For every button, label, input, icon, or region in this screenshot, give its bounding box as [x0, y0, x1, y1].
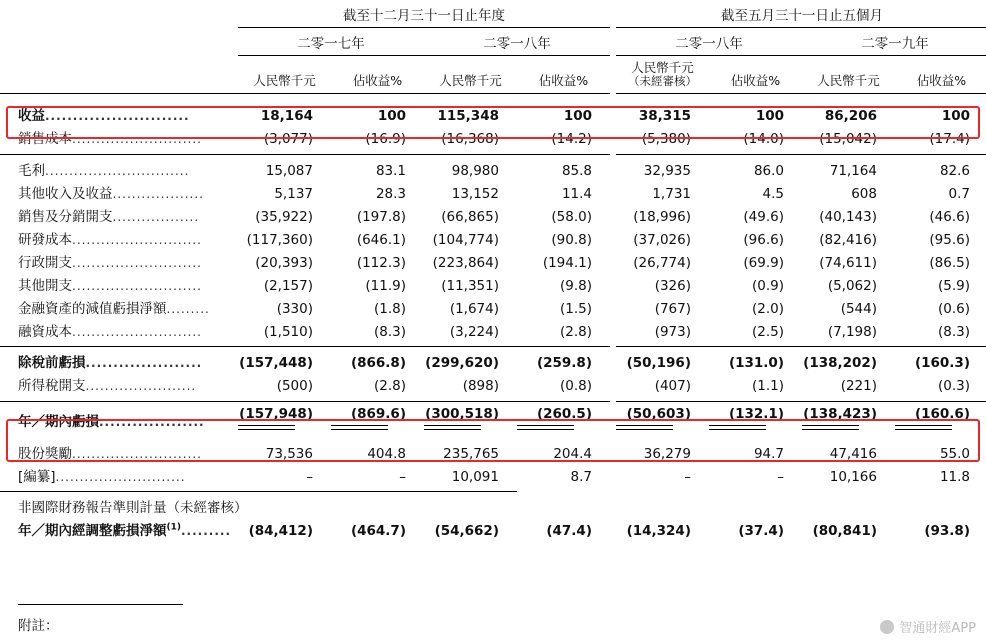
row-value: (16,368) [441, 131, 499, 148]
row-value: (15,042) [819, 131, 877, 148]
row-value: 86,206 [824, 108, 877, 125]
row-value: (90.8) [551, 231, 592, 248]
spacer-row [0, 431, 986, 440]
row-value: (160.3) [895, 347, 986, 373]
header-group-row [0, 0, 986, 28]
row-value: (299,620) [424, 347, 517, 373]
leader-dots: ........................... [72, 232, 202, 247]
double-underline [895, 425, 952, 430]
row-label-text: 銷售成本 [18, 131, 72, 148]
row-label-text: 收益 [18, 108, 45, 125]
row-value: (17.4) [929, 131, 970, 148]
header-unit-pct-2019-interim: 佔收益% [916, 73, 967, 89]
row-value: (37.4) [738, 523, 784, 540]
table-row [0, 126, 986, 149]
row-value: (330) [276, 300, 313, 317]
row-value: (16.9) [365, 131, 406, 148]
row-value: (544) [840, 300, 877, 317]
row-value: (93.8) [924, 523, 970, 540]
row-value: – [777, 468, 784, 485]
row-value: (1.8) [373, 300, 406, 317]
double-underline [802, 425, 859, 430]
row-value-text: (157,948) [239, 405, 313, 422]
table-row [0, 463, 986, 486]
row-value: (2.5) [751, 323, 784, 340]
row-label-text: 毛利 [18, 162, 45, 179]
table-row [0, 518, 986, 541]
row-value: 71,164 [802, 154, 895, 180]
row-value: (9.8) [559, 277, 592, 294]
row-value [424, 401, 517, 431]
row-value: 47,416 [829, 445, 877, 462]
row-value: (259.8) [517, 347, 610, 373]
footnote-marker: (1) [166, 522, 181, 533]
row-label-gross-profit [0, 154, 238, 180]
leader-dots: ........................... [72, 324, 202, 339]
row-value: (49.6) [743, 208, 784, 225]
row-value: (0.9) [751, 277, 784, 294]
row-label-text: 研發成本 [18, 231, 72, 248]
row-value-text: (869.6) [350, 405, 406, 422]
row-value: 83.1 [331, 154, 424, 180]
row-value: 0.7 [948, 185, 970, 202]
row-value: (18,996) [633, 208, 691, 225]
leader-dots: ................... [112, 186, 204, 201]
header-unit-pct-2018-interim: 佔收益% [730, 73, 781, 89]
header-year-2018-annual: 二零一八年 [424, 28, 610, 56]
row-value: (26,774) [633, 254, 691, 271]
header-year-2019-interim: 二零一九年 [802, 28, 986, 56]
footnote-rule [18, 604, 183, 605]
row-value: (117,360) [246, 231, 313, 248]
row-value: (0.3) [937, 378, 970, 395]
row-value: (197.8) [356, 208, 406, 225]
row-value: (7,198) [827, 323, 877, 340]
row-value: (131.0) [709, 347, 802, 373]
leader-dots: ........................... [72, 255, 202, 270]
leader-dots: ..................... [85, 356, 203, 371]
row-value [709, 401, 802, 431]
row-value: (8.3) [373, 323, 406, 340]
row-value: 404.8 [367, 445, 406, 462]
watermark [880, 617, 976, 636]
row-value: (223,864) [432, 254, 499, 271]
header-unit-pct-2017: 佔收益% [352, 73, 403, 89]
row-value: 82.6 [895, 154, 986, 180]
row-value: (104,774) [432, 231, 499, 248]
non-ifrs-title: 非國際財務報告準則計量（未經審核） [0, 492, 517, 518]
row-value: 8.7 [570, 468, 592, 485]
table-row [0, 249, 986, 272]
row-value: 86.0 [709, 154, 802, 180]
header-group-annual: 截至十二月三十一日止年度 [238, 0, 610, 28]
row-value: (11,351) [441, 277, 499, 294]
row-label-admin-expenses [0, 249, 238, 272]
table-row [0, 401, 986, 431]
non-ifrs-title-pad [616, 492, 709, 518]
row-value: (3,224) [449, 323, 499, 340]
row-value: (0.6) [937, 300, 970, 317]
row-value-text: (260.5) [536, 405, 592, 422]
row-value: (112.3) [356, 254, 406, 271]
row-value-text: (50,603) [626, 405, 691, 422]
row-value [895, 401, 986, 431]
row-value: (2.0) [751, 300, 784, 317]
row-value: 32,935 [616, 154, 709, 180]
header-unit-pct-2018: 佔收益% [538, 73, 589, 89]
row-value: (1.5) [559, 300, 592, 317]
row-label-cost-of-sales [0, 126, 238, 149]
row-value: (898) [462, 378, 499, 395]
row-value: 235,765 [443, 445, 499, 462]
row-label-text: 行政開支 [18, 254, 72, 271]
leader-dots: .......................... [45, 109, 190, 124]
row-value: (5.9) [937, 277, 970, 294]
double-underline [424, 425, 481, 430]
row-value: 100 [377, 108, 406, 125]
double-underline [616, 425, 673, 430]
row-value: (20,393) [255, 254, 313, 271]
row-label-text: 股份獎勵 [18, 445, 72, 462]
spacer-cell [0, 431, 986, 440]
table-row [0, 373, 986, 396]
row-label-text: 融資成本 [18, 323, 72, 340]
leader-dots: ........................... [55, 469, 186, 484]
row-label-text: 金融資產的減值虧損淨額 [18, 300, 167, 317]
row-value: (221) [840, 378, 877, 395]
spacer-row [0, 93, 986, 103]
row-value: (37,026) [633, 231, 691, 248]
row-value-text: (132.1) [728, 405, 784, 422]
row-value: (500) [276, 378, 313, 395]
row-value: 85.8 [517, 154, 610, 180]
table-row [0, 203, 986, 226]
row-label-rd-costs [0, 226, 238, 249]
leader-dots: ........................... [72, 278, 202, 293]
table-row [0, 318, 986, 341]
row-value [238, 401, 331, 431]
row-value: (14,324) [626, 523, 691, 540]
row-value: 94.7 [753, 445, 784, 462]
row-label-loss-before-tax [0, 347, 238, 373]
table-row [0, 180, 986, 203]
non-ifrs-title-pad [709, 492, 802, 518]
row-label-income-tax [0, 373, 238, 396]
row-value [331, 401, 424, 431]
header-unit-rmb-text: 人民幣千元 [631, 60, 694, 75]
row-label-text: 年／期內經調整虧損淨額 [18, 523, 167, 540]
row-value: 11.4 [561, 185, 592, 202]
row-value: (866.8) [331, 347, 424, 373]
row-value: (40,143) [819, 208, 877, 225]
header-corner-blank [0, 0, 238, 28]
row-label-text: [編纂] [18, 468, 56, 485]
row-value: 1,731 [652, 185, 691, 202]
leader-dots: ......... [166, 301, 210, 316]
row-value: (1,510) [263, 323, 313, 340]
row-value: 4.5 [762, 185, 784, 202]
row-value: 608 [851, 185, 877, 202]
row-value: (74,611) [819, 254, 877, 271]
table-row [0, 295, 986, 318]
leader-dots: ........................... [72, 132, 202, 147]
row-value: – [399, 468, 406, 485]
row-value: (138,202) [802, 347, 895, 373]
row-value: (86.5) [929, 254, 970, 271]
table-row [0, 103, 986, 126]
row-value [517, 401, 610, 431]
row-value-text: (138,423) [803, 405, 877, 422]
row-value: 100 [755, 108, 784, 125]
non-ifrs-title-pad [895, 492, 986, 518]
double-underline [331, 425, 388, 430]
table-row [0, 347, 986, 373]
row-value: 115,348 [437, 108, 499, 125]
row-label-text: 銷售及分銷開支 [18, 208, 113, 225]
row-value: (54,662) [434, 523, 499, 540]
row-value: (14.2) [551, 131, 592, 148]
row-value: (96.6) [743, 231, 784, 248]
row-label-text: 所得稅開支 [18, 378, 86, 395]
header-unit-rmb-2018-interim [616, 56, 709, 91]
row-value: (326) [654, 277, 691, 294]
row-value: 100 [563, 108, 592, 125]
row-value: (66,865) [441, 208, 499, 225]
row-value: 100 [941, 108, 970, 125]
row-value: (11.9) [365, 277, 406, 294]
row-value: (2,157) [263, 277, 313, 294]
row-value: (767) [654, 300, 691, 317]
row-label-loss-for-period [0, 401, 238, 431]
row-value: (5,062) [827, 277, 877, 294]
row-value: (3,077) [263, 131, 313, 148]
row-value: (973) [654, 323, 691, 340]
row-label-redacted [0, 463, 238, 486]
row-value: – [684, 468, 691, 485]
row-value: (194.1) [542, 254, 592, 271]
row-label-other-income [0, 180, 238, 203]
leader-dots: ................... [99, 414, 205, 429]
table-row [0, 226, 986, 249]
non-ifrs-title-pad [802, 492, 895, 518]
row-value: (82,416) [819, 231, 877, 248]
row-label-finance-costs [0, 318, 238, 341]
watermark-text: 智通財經APP [899, 621, 976, 636]
row-value: 15,087 [238, 154, 331, 180]
row-value: – [306, 468, 313, 485]
row-value: 73,536 [265, 445, 313, 462]
row-value: 10,166 [829, 468, 877, 485]
non-ifrs-title-row [0, 492, 986, 518]
row-value [616, 401, 709, 431]
row-value: (1.1) [751, 378, 784, 395]
row-value: 38,315 [638, 108, 691, 125]
header-unit-rmb-2019-interim: 人民幣千元 [817, 73, 880, 89]
header-unit-rmb-2017: 人民幣千元 [253, 73, 316, 89]
leader-dots: .............................. [45, 163, 190, 178]
row-label-text: 除稅前虧損 [18, 355, 86, 372]
row-label-selling-expenses [0, 203, 238, 226]
row-value: (14.0) [743, 131, 784, 148]
row-label-text: 年／期內虧損 [18, 413, 99, 430]
row-value: 13,152 [451, 185, 499, 202]
double-underline [709, 425, 766, 430]
row-value: (80,841) [812, 523, 877, 540]
row-label-adjusted-net-loss [0, 518, 238, 541]
leader-dots: ......... [181, 524, 232, 539]
row-label-text: 其他開支 [18, 277, 72, 294]
row-value: 36,279 [643, 445, 691, 462]
header-unaudited-note: （未經審核） [628, 74, 697, 89]
row-value: (84,412) [248, 523, 313, 540]
header-year-row [0, 28, 986, 56]
row-value: (46.6) [929, 208, 970, 225]
row-value: (2.8) [373, 378, 406, 395]
leader-dots: .................. [112, 209, 200, 224]
row-value-text: (300,518) [425, 405, 499, 422]
header-year-blank [0, 28, 238, 56]
row-value: (95.6) [929, 231, 970, 248]
leader-dots: ........................... [72, 446, 202, 461]
row-value: (0.8) [559, 378, 592, 395]
row-value: (464.7) [350, 523, 406, 540]
double-underline [517, 425, 574, 430]
header-unit-rmb-2018: 人民幣千元 [439, 73, 502, 89]
table-row [0, 440, 986, 463]
row-value: (646.1) [356, 231, 406, 248]
row-value: 28.3 [375, 185, 406, 202]
header-group-interim: 截至五月三十一日止五個月 [616, 0, 986, 28]
watermark-logo-icon [880, 620, 894, 634]
row-label-share-award [0, 440, 238, 463]
row-label-text: 其他收入及收益 [18, 185, 113, 202]
row-value: (47.4) [546, 523, 592, 540]
row-value-text: (160.6) [914, 405, 970, 422]
row-value: 18,164 [260, 108, 313, 125]
row-value: (50,196) [616, 347, 709, 373]
header-unit-row [0, 56, 986, 91]
row-value [802, 401, 895, 431]
row-value: (8.3) [937, 323, 970, 340]
double-underline [238, 425, 295, 430]
header-unit-blank [0, 56, 238, 91]
row-label-revenue [0, 103, 238, 126]
row-value: 204.4 [553, 445, 592, 462]
table-row [0, 154, 986, 180]
table-row [0, 272, 986, 295]
row-value: (69.9) [743, 254, 784, 271]
header-year-2017: 二零一七年 [238, 28, 424, 56]
row-value: 5,137 [274, 185, 313, 202]
row-value: (2.8) [559, 323, 592, 340]
row-value: (157,448) [238, 347, 331, 373]
spacer-cell [0, 93, 986, 103]
row-label-impairment-losses [0, 295, 238, 318]
row-value: (58.0) [551, 208, 592, 225]
row-value: (1,674) [449, 300, 499, 317]
row-value: 98,980 [424, 154, 517, 180]
leader-dots: ....................... [85, 379, 197, 394]
row-value: (35,922) [255, 208, 313, 225]
row-label-other-expenses [0, 272, 238, 295]
row-value: 11.8 [939, 468, 970, 485]
row-value: (5,380) [641, 131, 691, 148]
non-ifrs-title-pad [517, 492, 610, 518]
row-value: 10,091 [451, 468, 499, 485]
row-value: 55.0 [939, 445, 970, 462]
footnote-label: 附註： [18, 618, 59, 634]
header-year-2018-interim: 二零一八年 [616, 28, 802, 56]
row-value: (407) [654, 378, 691, 395]
